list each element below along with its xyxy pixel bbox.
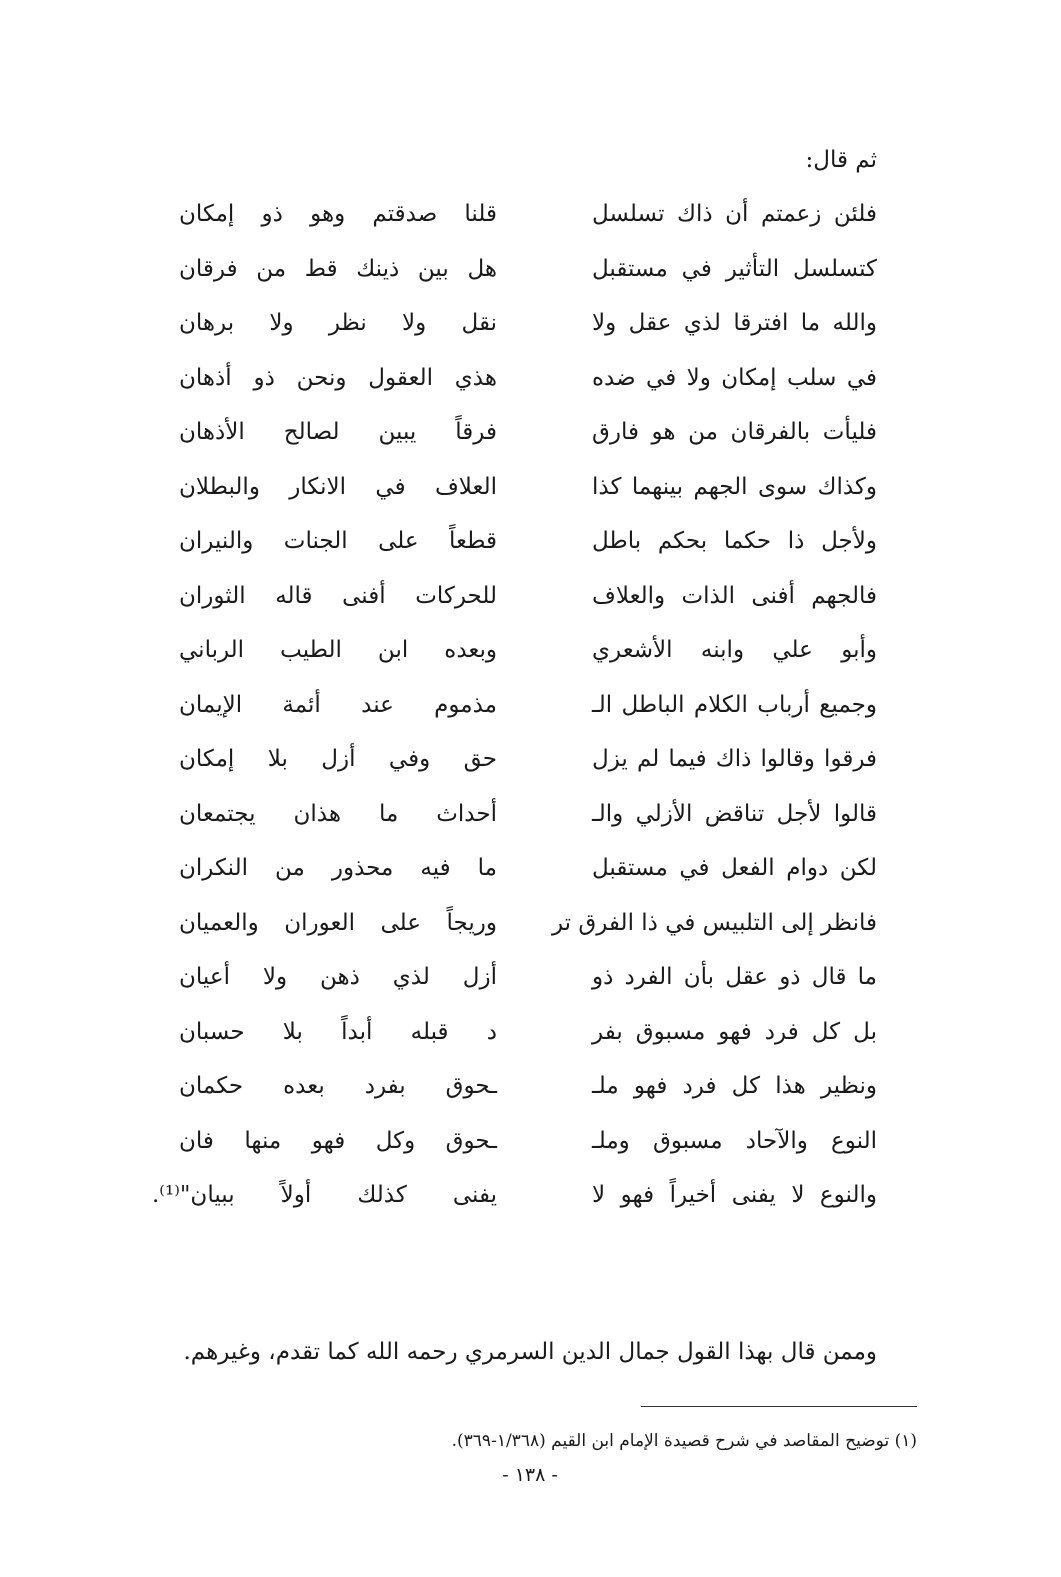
verse-second-hemistich: وريجاً على العوران والعميان: [179, 909, 497, 936]
verse-second-hemistich: وبعده ابن الطيب الرباني: [179, 637, 497, 663]
verse: [160, 523, 877, 578]
verse: [160, 796, 877, 851]
footnote: (١) توضيح المقاصد في شرح قصيدة الإمام ابن القيم (١/٣٦٨-٣٦٩).: [451, 1431, 917, 1451]
verse-first-hemistich: بل كل فرد فهو مسبوق بفر: [592, 1018, 877, 1045]
verse: [152, 1177, 877, 1232]
verse-first-hemistich: فرقوا وقالوا ذاك فيما لم يزل: [592, 746, 877, 772]
verse-first-hemistich: والله ما افترقا لذي عقل ولا: [592, 310, 877, 336]
verse-second-hemistich: ـحوق وكل فهو منها فان: [179, 1127, 497, 1154]
verse: [160, 1123, 877, 1178]
verse-second-hemistich: قطعاً على الجنات والنيران: [179, 528, 497, 554]
verse: [160, 959, 877, 1014]
verse-first-hemistich: لكن دوام الفعل في مستقبل: [592, 855, 877, 881]
verse: [160, 632, 877, 687]
verse: [160, 687, 877, 742]
verse-second-hemistich: للحركات أفنى قاله الثوران: [179, 582, 497, 609]
verse-first-hemistich: وأبو علي وابنه الأشعري: [592, 637, 877, 663]
verse: [160, 196, 877, 251]
verse-first-hemistich: كتسلسل التأثير في مستقبل: [592, 255, 877, 282]
verse-second-hemistich: د قبله أبداً بلا حسبان: [179, 1018, 497, 1045]
verse-first-hemistich: فانظر إلى التلبيس في ذا الفرق تر: [551, 909, 877, 936]
verse-first-hemistich: فالجهم أفنى الذات والعلاف: [592, 582, 877, 609]
verse-first-hemistich: في سلب إمكان ولا في ضده: [592, 364, 877, 391]
verse: [160, 414, 877, 469]
verse-first-hemistich: ولأجل ذا حكما بحكم باطل: [592, 528, 877, 554]
verse-first-hemistich: قالوا لأجل تناقض الأزلي والـ: [592, 800, 877, 827]
verse-second-hemistich: أزل لذي ذهن ولا أعيان: [179, 964, 497, 990]
verse-first-hemistich: والنوع لا يفنى أخيراً فهو لا: [592, 1182, 877, 1208]
verse: [160, 469, 877, 524]
verse: [160, 251, 877, 306]
closing-paragraph: وممن قال بهذا القول جمال الدين السرمري رحمه الله كما تقدم، وغيرهم.: [183, 1339, 877, 1365]
verse-first-hemistich: وجميع أرباب الكلام الباطل الـ: [592, 691, 877, 718]
verse-second-hemistich: العلاف في الانكار والبطلان: [179, 473, 497, 500]
verse-first-hemistich: النوع والآحاد مسبوق وملـ: [592, 1127, 877, 1154]
verse-first-hemistich: فليأت بالفرقان من هو فارق: [592, 419, 877, 445]
verse-first-hemistich: ونظير هذا كل فرد فهو ملـ: [592, 1073, 877, 1099]
verse-second-hemistich: أحداث ما هذان يجتمعان: [179, 800, 497, 827]
verse-second-hemistich: هذي العقول ونحن ذو أذهان: [179, 364, 497, 391]
verse-first-hemistich: ما قال ذو عقل بأن الفرد ذو: [592, 964, 877, 990]
verse: [160, 905, 877, 960]
verse-second-hemistich: هل بين ذينك قط من فرقان: [179, 255, 497, 282]
verse-second-hemistich: نقل ولا نظر ولا برهان: [179, 310, 497, 336]
verse-second-hemistich: فرقاً يبين لصالح الأذهان: [179, 419, 497, 445]
verse-second-hemistich: قلنا صدقتم وهو ذو إمكان: [179, 201, 497, 227]
page-number: - ١٣٨ -: [502, 1464, 558, 1486]
verse-first-hemistich: فلئن زعمتم أن ذاك تسلسل: [592, 201, 877, 227]
verse-second-hemistich: مذموم عند أئمة الإيمان: [179, 691, 497, 718]
verse-second-hemistich: ـحوق بفرد بعده حكمان: [179, 1073, 497, 1099]
intro-line: ثم قال:: [805, 147, 877, 173]
verse: [160, 741, 877, 796]
verse: [160, 1068, 877, 1123]
poem: [152, 196, 877, 1232]
verse: [160, 360, 877, 415]
verse-second-hemistich: حق وفي أزل بلا إمكان: [179, 746, 497, 772]
verse: [160, 578, 877, 633]
footnote-divider: [641, 1406, 917, 1407]
verse-second-hemistich: ما فيه محذور من النكران: [179, 855, 497, 881]
verse: [160, 1014, 877, 1069]
verse: [160, 305, 877, 360]
verse: [160, 850, 877, 905]
verse-first-hemistich: وكذاك سوى الجهم بينهما كذا: [592, 473, 877, 500]
verse-second-hemistich: يفنى كذلك أولاً ببيان"⁽¹⁾.: [152, 1182, 497, 1208]
